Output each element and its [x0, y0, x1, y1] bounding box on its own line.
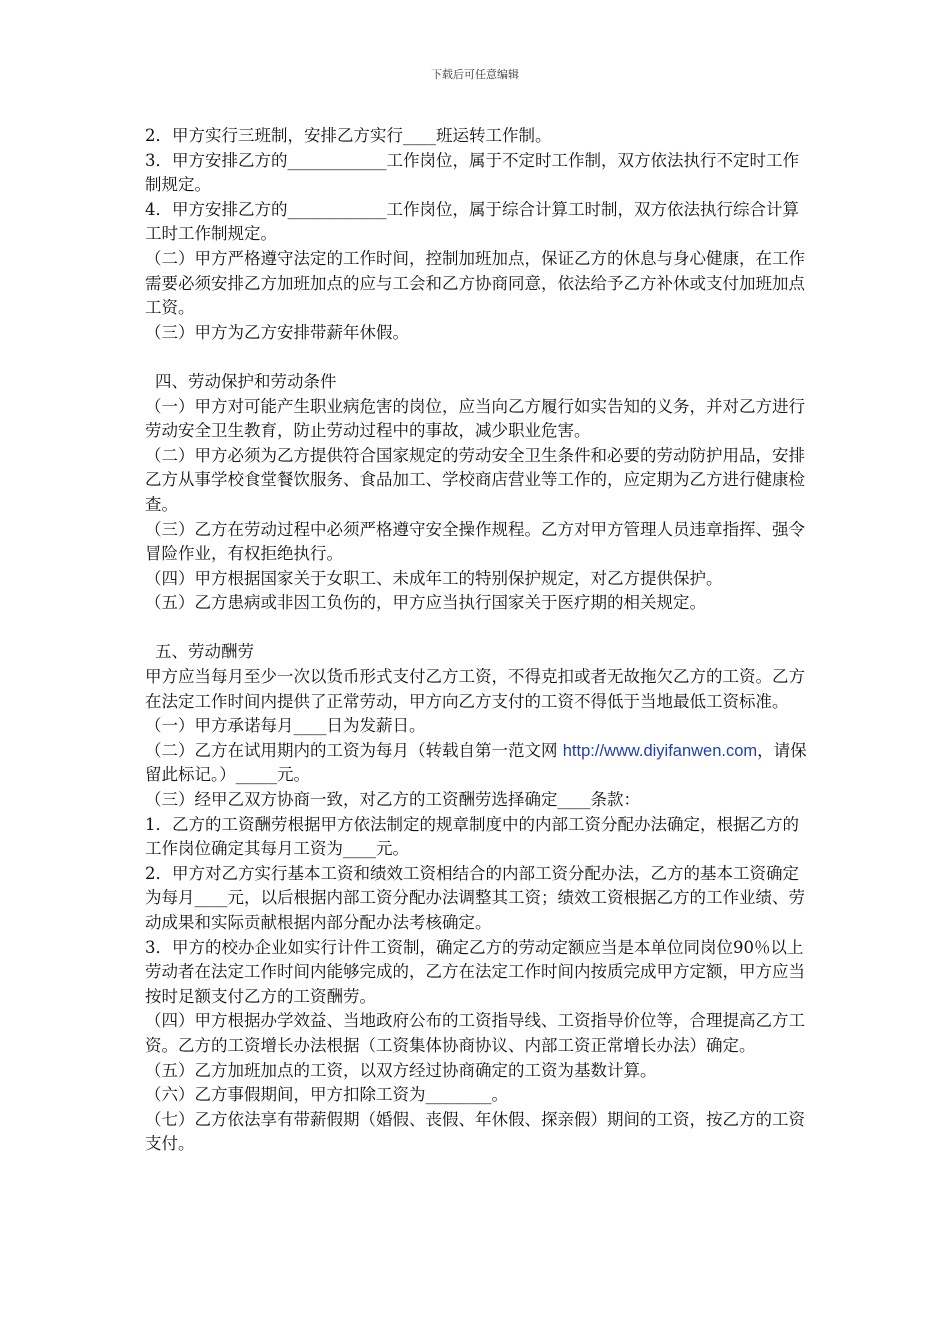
document-body [145, 124, 815, 1157]
paragraph: （二）甲方必须为乙方提供符合国家规定的劳动安全卫生条件和必要的劳动防护用品，安排乙方从事学校食堂餐饮服务、食品加工、学校商店营业等工作的，应定期为乙方进行健康检查。 [145, 445, 805, 514]
section-heading: 四、劳动保护和劳动条件 [155, 371, 337, 391]
paragraph: （五）乙方患病或非因工负伤的，甲方应当执行国家关于医疗期的相关规定。 [145, 593, 706, 613]
paragraph: （六）乙方事假期间，甲方扣除工资为________。 [145, 1085, 508, 1105]
paragraph: （二）甲方严格遵守法定的工作时间，控制加班加点，保证乙方的休息与身心健康，在工作需要必须安排乙方加班加点的应与工会和乙方协商同意，依法给予乙方补休或支付加班加点工资。 [145, 248, 805, 318]
paragraph: （三）乙方在劳动过程中必须严格遵守安全操作规程。乙方对甲方管理人员违章指挥、强令冒险作业，有权拒绝执行。 [145, 519, 805, 564]
source-link[interactable]: http://www.diyifanwen.com [562, 741, 758, 760]
paragraph: 1．乙方的工资酬劳根据甲方依法制定的规章制度中的内部工资分配办法确定，根据乙方的工作岗位确定其每月工资为____元。 [145, 814, 799, 859]
paragraph: （四）甲方根据办学效益、当地政府公布的工资指导线、工资指导价位等，合理提高乙方工资。乙方的工资增长办法根据（工资集体协商协议、内部工资正常增长办法）确定。 [145, 1011, 805, 1055]
salary-paragraph [145, 739, 815, 788]
paragraph: （三）经甲乙双方协商一致，对乙方的工资酬劳选择确定____条款： [145, 790, 640, 810]
paragraph: 3．甲方的校办企业如实行计件工资制，确定乙方的劳动定额应当是本单位同岗位90％以上劳动者在法定工作时间内能够完成的，乙方在法定工作时间内按质完成甲方定额，甲方应当按时足额支付乙方的工资酬劳。 [145, 937, 805, 1006]
paragraph: 3．甲方安排乙方的____________工作岗位，属于不定时工作制，双方依法执行不定时工作制规定。 [145, 150, 799, 195]
salary-suffix: ，请保留此标记。）_____元。 [145, 740, 807, 785]
page-header: 下载后可任意编辑 [431, 68, 519, 81]
paragraph: （五）乙方加班加点的工资，以双方经过协商确定的工资为基数计算。 [145, 1060, 657, 1080]
paragraph: 甲方应当每月至少一次以货币形式支付乙方工资，不得克扣或者无故拖欠乙方的工资。乙方在法定工作时间内提供了正常劳动，甲方向乙方支付的工资不得低于当地最低工资标准。 [145, 667, 805, 711]
section-heading: 五、劳动酬劳 [155, 642, 254, 662]
paragraph: （七）乙方依法享有带薪假期（婚假、丧假、年休假、探亲假）期间的工资，按乙方的工资支付。 [145, 1109, 805, 1154]
spacer [145, 345, 815, 370]
spacer [145, 616, 815, 641]
salary-prefix: （二）乙方在试用期内的工资为每月（转载自第一范文网 [145, 740, 563, 760]
paragraph: 4．甲方安排乙方的____________工作岗位，属于综合计算工时制，双方依法执行综合计算工时工作制规定。 [145, 199, 799, 244]
paragraph: （四）甲方根据国家关于女职工、未成年工的特别保护规定，对乙方提供保护。 [145, 568, 723, 588]
paragraph: （一）甲方承诺每月____日为发薪日。 [145, 716, 426, 736]
paragraph: 2．甲方实行三班制，安排乙方实行____班运转工作制。 [145, 126, 552, 145]
paragraph: 2．甲方对乙方实行基本工资和绩效工资相结合的内部工资分配办法，乙方的基本工资确定为每月____元，以后根据内部工资分配办法调整其工资；绩效工资根据乙方的工作业绩、劳动成果和实际贡献根据内部分配办法考核确定。 [145, 863, 805, 932]
paragraph: （一）甲方对可能产生职业病危害的岗位，应当向乙方履行如实告知的义务，并对乙方进行劳动安全卫生教育，防止劳动过程中的事故，减少职业危害。 [145, 396, 805, 441]
paragraph: （三）甲方为乙方安排带薪年休假。 [145, 322, 409, 342]
